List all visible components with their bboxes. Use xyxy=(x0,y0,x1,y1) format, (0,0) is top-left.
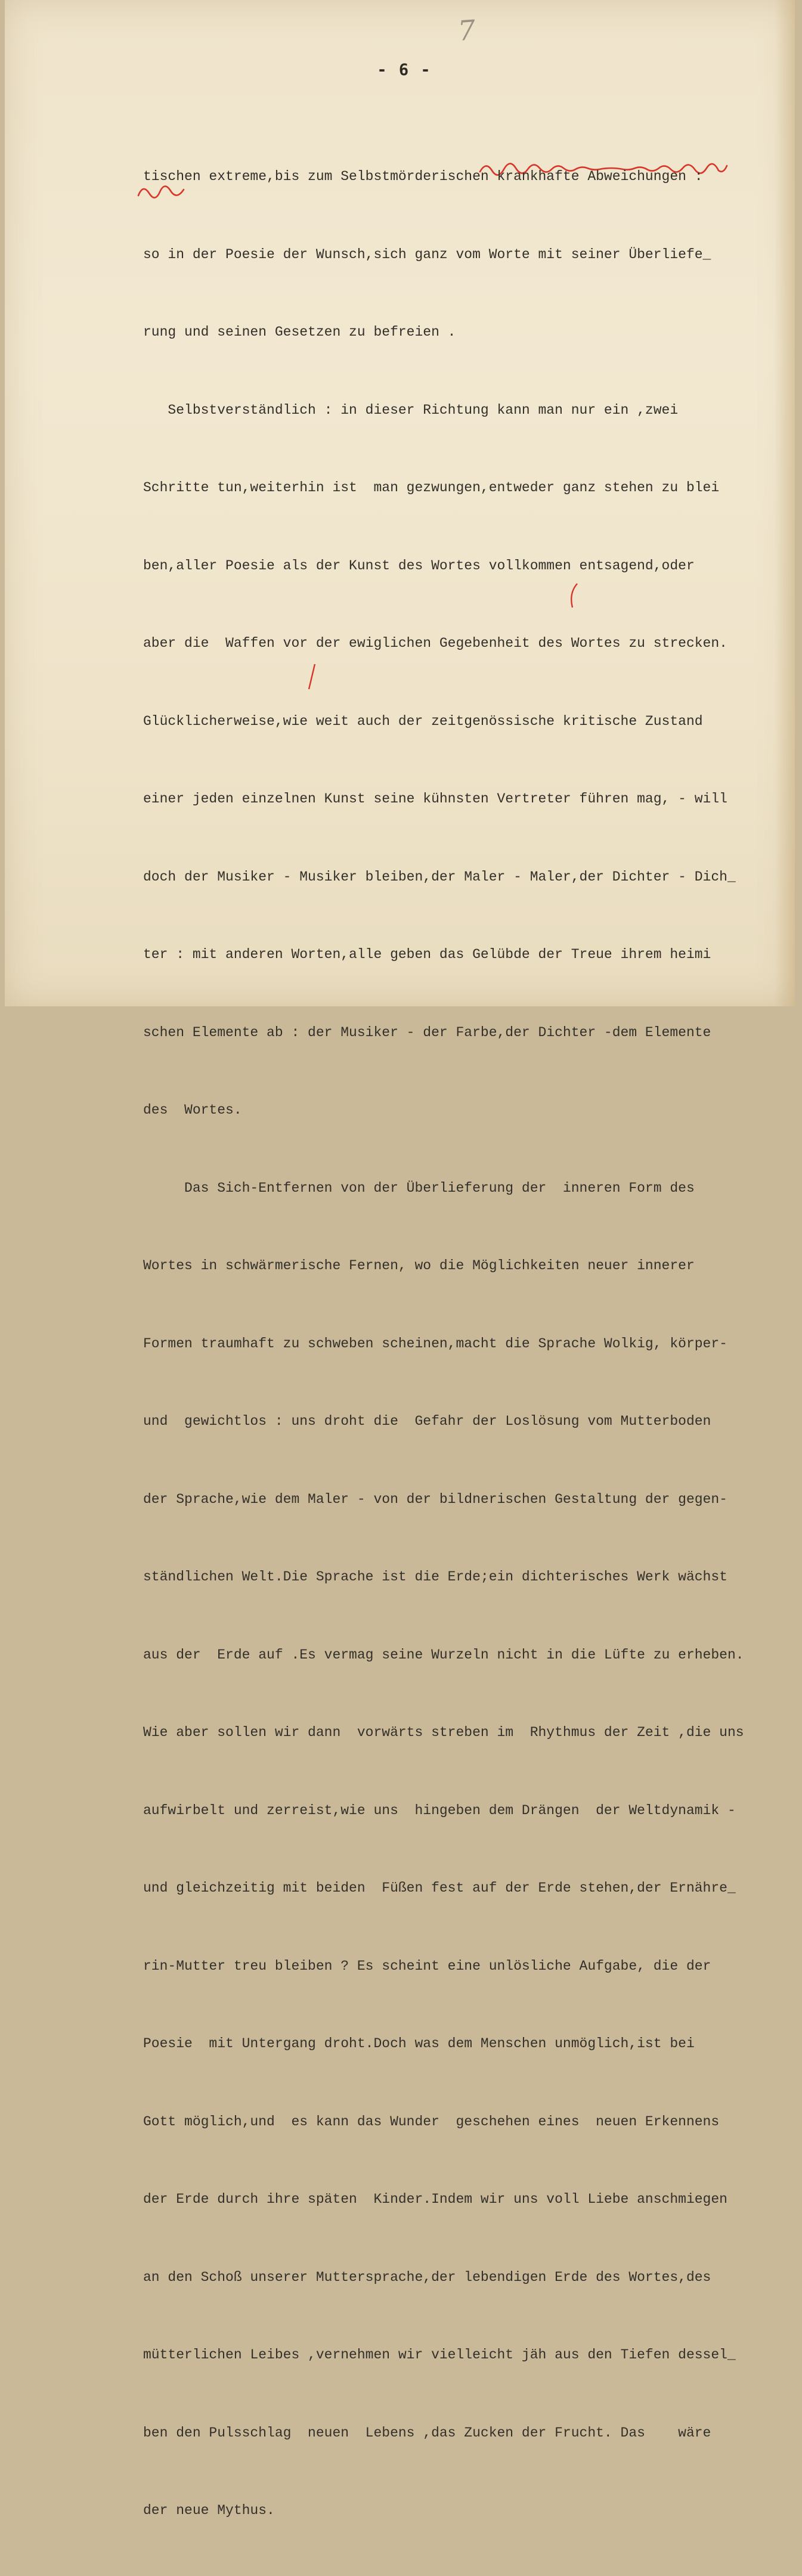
text-line: Das Sich-Entfernen von der Überlieferung der inneren Form des xyxy=(143,1180,695,1196)
text-line: ständlichen Welt.Die Sprache ist die Erde;ein dichterisches Werk wächst xyxy=(143,1569,727,1585)
text-line: des Wortes. xyxy=(143,1102,242,1118)
text-line: einer jeden einzelnen Kunst seine kühnsten Vertreter führen mag, - will xyxy=(143,791,727,807)
text-line: mütterlichen Leibes ,vernehmen wir vielleicht jäh aus den Tiefen dessel_ xyxy=(143,2347,736,2363)
text-line: rung und seinen Gesetzen zu befreien . xyxy=(143,324,456,340)
text-line: Selbstverständlich : in dieser Richtung kann man nur ein ,zwei xyxy=(143,402,679,418)
text-line: Schritte tun,weiterhin ist man gezwungen,entweder ganz stehen zu blei xyxy=(143,480,720,495)
text-line: der Sprache,wie dem Maler - von der bildnerischen Gestaltung der gegen- xyxy=(143,1491,727,1507)
text-line: schen Elemente ab : der Musiker - der Farbe,der Dichter -dem Elemente xyxy=(143,1024,711,1040)
text-line: aufwirbelt und zerreist,wie uns hingeben dem Drängen der Weltdynamik - xyxy=(143,1802,736,1818)
page-number: - 6 - xyxy=(377,61,432,79)
text-line: aus der Erde auf .Es vermag seine Wurzeln nicht in die Lüfte zu erheben. xyxy=(143,1647,744,1663)
text-line: ben den Pulsschlag neuen Lebens ,das Zucken der Frucht. Das wäre xyxy=(143,2425,711,2441)
text-line: und gleichzeitig mit beiden Füßen fest auf der Erde stehen,der Ernähre_ xyxy=(143,1880,736,1896)
text-line: rin-Mutter treu bleiben ? Es scheint eine unlösliche Aufgabe, die der xyxy=(143,1958,711,1974)
text-line: Formen traumhaft zu schweben scheinen,macht die Sprache Wolkig, körper- xyxy=(143,1335,727,1351)
text-line: Glücklicherweise,wie weit auch der zeitgenössische kritische Zustand xyxy=(143,713,703,729)
text-line: tischen extreme,bis zum Selbstmörderischen krankhafte Abweichungen : xyxy=(143,169,703,184)
text-line: Gott möglich,und es kann das Wunder geschehen eines neuen Erkennens xyxy=(143,2113,720,2129)
typed-body-text xyxy=(143,112,799,2576)
text-line: Wortes in schwärmerische Fernen, wo die Möglichkeiten neuer innerer xyxy=(143,1258,695,1273)
text-line: so in der Poesie der Wunsch,sich ganz vom Worte mit seiner Überliefe_ xyxy=(143,246,711,262)
text-line: der neue Mythus. xyxy=(143,2503,275,2518)
text-line: und gewichtlos : uns droht die Gefahr der Loslösung vom Mutterboden xyxy=(143,1413,711,1429)
document-page xyxy=(5,0,795,2518)
text-line: Poesie mit Untergang droht.Doch was dem Menschen unmöglich,ist bei xyxy=(143,2036,695,2051)
archive-page-number: 7 xyxy=(457,14,477,47)
text-line: der Erde durch ihre späten Kinder.Indem wir uns voll Liebe anschmiegen xyxy=(143,2191,727,2207)
text-line: doch der Musiker - Musiker bleiben,der Maler - Maler,der Dichter - Dich_ xyxy=(143,869,736,885)
text-line: aber die Waffen vor der ewiglichen Gegebenheit des Wortes zu strecken. xyxy=(143,636,727,651)
text-line: ter : mit anderen Worten,alle geben das Gelübde der Treue ihrem heimi xyxy=(143,947,711,962)
text-line: ben,aller Poesie als der Kunst des Wortes vollkommen entsagend,oder xyxy=(143,557,695,574)
text-line: Wie aber sollen wir dann vorwärts streben im Rhythmus der Zeit ,die uns xyxy=(143,1725,744,1740)
text-line: an den Schoß unserer Muttersprache,der lebendigen Erde des Wortes,des xyxy=(143,2269,711,2285)
